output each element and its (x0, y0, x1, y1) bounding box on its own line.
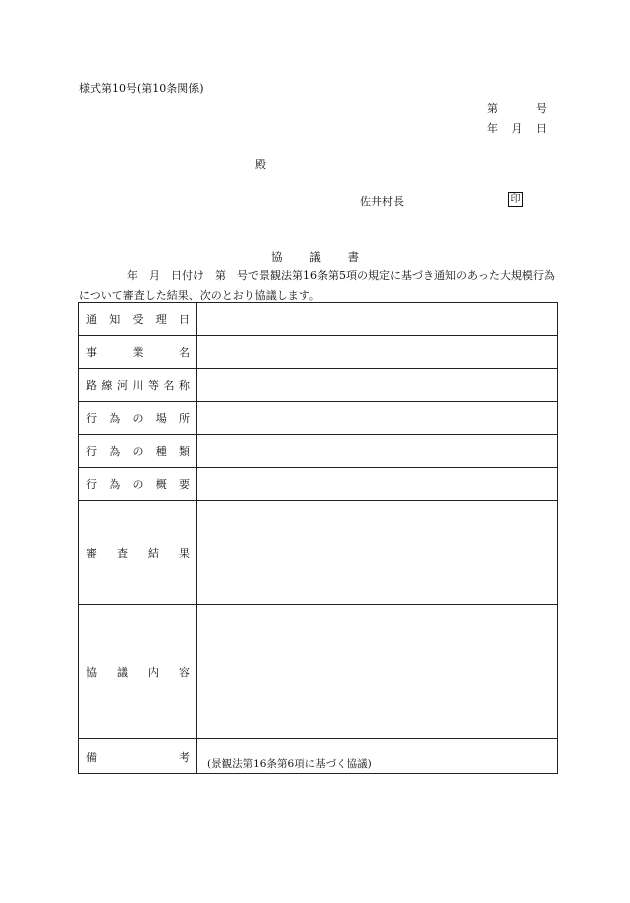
label-char: 結 (148, 546, 159, 560)
row-label-text (86, 344, 190, 360)
label-char: 事 (86, 346, 97, 359)
date-year: 年 (487, 122, 498, 135)
label-char: 受 (132, 313, 144, 326)
row-label (79, 435, 197, 468)
row-label (79, 468, 197, 501)
label-char: 類 (179, 445, 190, 458)
row-label-text (86, 443, 190, 459)
row-value-field[interactable] (197, 402, 558, 435)
table-row (79, 739, 558, 774)
label-char: 行 (86, 412, 97, 425)
seal-box: 印 (508, 192, 523, 207)
row-label (79, 369, 197, 402)
date-day: 日 (536, 122, 547, 135)
row-label-text (86, 476, 190, 492)
document-title (271, 249, 359, 265)
row-label (79, 605, 197, 739)
addressee: 殿 (255, 158, 266, 171)
label-char: 所 (179, 412, 190, 425)
table-row (79, 369, 558, 402)
row-value-field[interactable] (197, 501, 558, 605)
table-row (79, 303, 558, 336)
label-char: 等 (148, 379, 159, 392)
label-char: 線 (101, 379, 113, 392)
table-row (79, 501, 558, 605)
label-char: 内 (148, 665, 159, 679)
title-char: 書 (347, 250, 359, 264)
title-char: 協 (271, 250, 283, 264)
table-row (79, 435, 558, 468)
doc-number-suffix: 号 (536, 102, 547, 115)
row-label-text (86, 749, 190, 765)
row-value-field[interactable] (197, 435, 558, 468)
label-char: 議 (117, 665, 128, 679)
label-char: 称 (179, 379, 190, 392)
row-label (79, 402, 197, 435)
label-char: の (132, 445, 144, 458)
label-char: 容 (179, 665, 190, 679)
label-char: 要 (179, 478, 190, 491)
table-row (79, 336, 558, 369)
label-char: 日 (179, 313, 190, 326)
label-char: 為 (109, 412, 121, 425)
label-char: 行 (86, 478, 97, 491)
row-label-text (86, 545, 190, 561)
label-char: 行 (86, 445, 97, 458)
body-paragraph: 年 月 日付け 第 号で景観法第16条第5項の規定に基づき通知のあった大規模行為について審査した結果、次のとおり協議します。 (79, 269, 555, 302)
label-char: 為 (109, 445, 121, 458)
table-row (79, 468, 558, 501)
label-char: 路 (86, 379, 97, 392)
row-label-text (86, 410, 190, 426)
form-number: 様式第10号(第10条関係) (79, 82, 204, 95)
label-char: 査 (117, 546, 128, 560)
label-char: 審 (86, 546, 97, 560)
title-char: 議 (309, 250, 321, 264)
row-value-field[interactable] (197, 336, 558, 369)
label-char: 概 (155, 478, 167, 491)
row-value-field[interactable] (197, 303, 558, 336)
date-month: 月 (511, 122, 523, 135)
label-char: 備 (86, 751, 97, 764)
label-char: 河 (117, 379, 128, 392)
row-value-field[interactable] (197, 605, 558, 739)
row-label (79, 303, 197, 336)
label-char: 業 (132, 346, 144, 359)
label-char: 協 (86, 665, 97, 679)
label-char: 果 (179, 546, 190, 560)
label-char: の (132, 412, 144, 425)
label-char: の (132, 478, 144, 491)
label-char: 理 (155, 313, 167, 326)
label-char: 考 (179, 751, 190, 764)
consultation-form-table (78, 302, 558, 774)
sender-name: 佐井村長 (360, 195, 404, 208)
label-char: 為 (109, 478, 121, 491)
row-label (79, 501, 197, 605)
row-label (79, 739, 197, 774)
row-label-text (86, 377, 190, 393)
table-row (79, 402, 558, 435)
row-label-text (86, 311, 190, 327)
doc-number-prefix: 第 (487, 102, 498, 115)
table-row (79, 605, 558, 739)
label-char: 名 (179, 346, 190, 359)
row-value-field[interactable] (197, 369, 558, 402)
row-label (79, 336, 197, 369)
row-value-field[interactable] (197, 468, 558, 501)
label-char: 知 (109, 313, 121, 326)
row-value-field[interactable]: (景観法第16条第6項に基づく協議) (197, 739, 558, 774)
row-label-text (86, 664, 190, 680)
label-char: 種 (155, 445, 167, 458)
issue-date (487, 120, 547, 136)
label-char: 場 (155, 412, 167, 425)
label-char: 川 (132, 379, 144, 392)
label-char: 名 (163, 379, 175, 392)
document-number (487, 100, 547, 116)
label-char: 通 (86, 313, 97, 326)
